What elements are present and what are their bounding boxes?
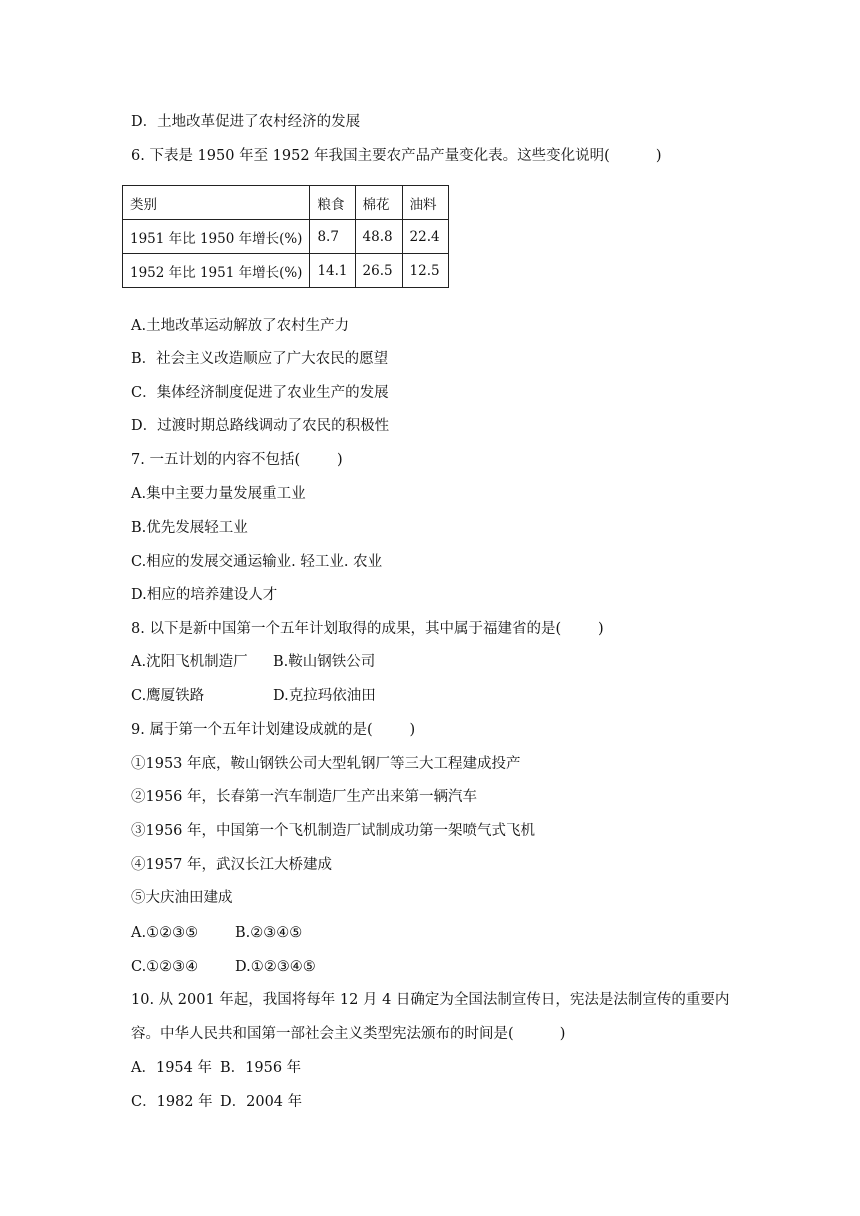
- q10-stem-line2: 容。中华人民共和国第一部社会主义类型宪法颁布的时间是( ): [131, 1026, 566, 1042]
- q10-option-d: D．2004 年: [220, 1094, 303, 1110]
- table-header-cell: 类别: [123, 186, 310, 220]
- q6-stem: 6. 下表是 1950 年至 1952 年我国主要农产品产量变化表。这些变化说明( ): [131, 148, 662, 164]
- q8-option-b: B.鞍山钢铁公司: [273, 654, 376, 670]
- q7-option-a: A.集中主要力量发展重工业: [131, 486, 306, 502]
- q9-option-c: C.①②③④: [131, 959, 199, 975]
- q9-item-5: ⑤大庆油田建成: [131, 890, 233, 906]
- q9-option-d: D.①②③④⑤: [235, 959, 316, 975]
- table-header-row: [123, 186, 449, 220]
- table-cell: 1951 年比 1950 年增长(%): [123, 220, 310, 254]
- q10-option-b: B．1956 年: [220, 1060, 302, 1076]
- table-header-cell: 粮食: [310, 186, 355, 220]
- table-header-cell: 油料: [402, 186, 448, 220]
- q10-option-a: A．1954 年: [131, 1060, 212, 1076]
- table-cell: 14.1: [310, 254, 355, 288]
- table-cell: 8.7: [310, 220, 355, 254]
- q9-item-4: ④1957 年，武汉长江大桥建成: [131, 857, 333, 873]
- q8-option-a: A.沈阳飞机制造厂: [131, 654, 248, 670]
- q8-stem: 8. 以下是新中国第一个五年计划取得的成果，其中属于福建省的是( ): [131, 621, 604, 637]
- table-cell: 12.5: [402, 254, 448, 288]
- q6-option-b: B．社会主义改造顺应了广大农民的愿望: [131, 351, 389, 367]
- table-cell: 26.5: [355, 254, 402, 288]
- q6-option-a: A.土地改革运动解放了农村生产力: [131, 318, 350, 334]
- q9-stem: 9. 属于第一个五年计划建设成就的是( ): [131, 722, 416, 738]
- table-cell: 22.4: [402, 220, 448, 254]
- q10-option-c: C．1982 年: [131, 1094, 213, 1110]
- q9-item-2: ②1956 年，长春第一汽车制造厂生产出来第一辆汽车: [131, 789, 478, 805]
- q7-option-b: B.优先发展轻工业: [131, 520, 248, 536]
- table-cell: 1952 年比 1951 年增长(%): [123, 254, 310, 288]
- table-cell: 48.8: [355, 220, 402, 254]
- q8-option-c: C.鹰厦铁路: [131, 688, 205, 704]
- table-header-cell: 棉花: [355, 186, 402, 220]
- q9-item-3: ③1956 年，中国第一个飞机制造厂试制成功第一架喷气式飞机: [131, 823, 536, 839]
- table-row: [123, 254, 449, 288]
- q6-option-d: D．过渡时期总路线调动了农民的积极性: [131, 418, 390, 434]
- q7-option-d: D.相应的培养建设人才: [131, 587, 278, 603]
- table-row: [123, 220, 449, 254]
- q6-option-c: C．集体经济制度促进了农业生产的发展: [131, 385, 389, 401]
- q6-production-table: [122, 185, 449, 288]
- q9-item-1: ①1953 年底，鞍山钢铁公司大型轧钢厂等三大工程建成投产: [131, 756, 521, 772]
- q9-option-a: A.①②③⑤: [131, 925, 199, 941]
- q8-option-d: D.克拉玛依油田: [273, 688, 376, 704]
- q10-stem-line1: 10. 从 2001 年起，我国将每年 12 月 4 日确定为全国法制宣传日，宪法是法制宣传的重要内: [131, 992, 730, 1008]
- q7-option-c: C.相应的发展交通运输业. 轻工业. 农业: [131, 554, 383, 570]
- q7-stem: 7. 一五计划的内容不包括( ): [131, 452, 343, 468]
- q9-option-b: B.②③④⑤: [235, 925, 303, 941]
- q5-option-d: D．土地改革促进了农村经济的发展: [131, 114, 361, 130]
